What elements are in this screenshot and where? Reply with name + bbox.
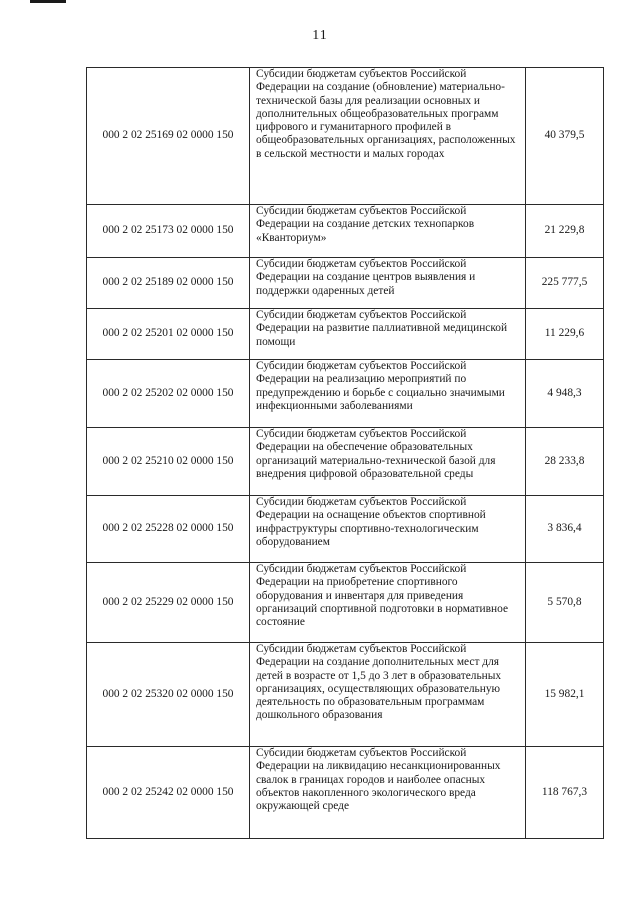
budget-code-cell: 000 2 02 25210 02 0000 150 xyxy=(87,428,250,496)
page-number: 11 xyxy=(312,28,328,43)
budget-code-cell: 000 2 02 25189 02 0000 150 xyxy=(87,258,250,309)
amount-cell: 40 379,5 xyxy=(526,68,604,205)
budget-code-cell: 000 2 02 25169 02 0000 150 xyxy=(87,68,250,205)
budget-code-cell: 000 2 02 25228 02 0000 150 xyxy=(87,496,250,563)
scan-edge-mark xyxy=(30,0,66,3)
table-row xyxy=(87,258,604,309)
amount-cell: 28 233,8 xyxy=(526,428,604,496)
table-row xyxy=(87,68,604,205)
budget-code-cell: 000 2 02 25173 02 0000 150 xyxy=(87,205,250,258)
amount-cell: 15 982,1 xyxy=(526,643,604,747)
description-cell: Субсидии бюджетам субъектов Российской Федерации на реализацию мероприятий по предупреждению и борьбе с социально значимыми инфекционными заболеваниями xyxy=(250,360,526,428)
table-row xyxy=(87,205,604,258)
description-cell: Субсидии бюджетам субъектов Российской Федерации на создание детских технопарков «Кванториум» xyxy=(250,205,526,258)
amount-cell: 118 767,3 xyxy=(526,747,604,839)
table-row xyxy=(87,360,604,428)
amount-cell: 225 777,5 xyxy=(526,258,604,309)
description-cell: Субсидии бюджетам субъектов Российской Федерации на создание центров выявления и поддержки одаренных детей xyxy=(250,258,526,309)
table-row xyxy=(87,428,604,496)
description-cell: Субсидии бюджетам субъектов Российской Федерации на создание дополнительных мест для детей в возрасте от 1,5 до 3 лет в образовательных организациях, осуществляющих образовательную деятельность по образовательным программам дошкольного образования xyxy=(250,643,526,747)
table-row xyxy=(87,643,604,747)
description-cell: Субсидии бюджетам субъектов Российской Федерации на развитие паллиативной медицинской помощи xyxy=(250,309,526,360)
amount-cell: 21 229,8 xyxy=(526,205,604,258)
amount-cell: 11 229,6 xyxy=(526,309,604,360)
table-row xyxy=(87,747,604,839)
budget-code-cell: 000 2 02 25201 02 0000 150 xyxy=(87,309,250,360)
budget-code-cell: 000 2 02 25229 02 0000 150 xyxy=(87,563,250,643)
budget-code-cell: 000 2 02 25320 02 0000 150 xyxy=(87,643,250,747)
amount-cell: 5 570,8 xyxy=(526,563,604,643)
amount-cell: 3 836,4 xyxy=(526,496,604,563)
description-cell: Субсидии бюджетам субъектов Российской Федерации на ликвидацию несанкционированных свалок в границах городов и наиболее опасных объектов накопленного экологического вреда окружающей среде xyxy=(250,747,526,839)
table-row xyxy=(87,563,604,643)
table-row xyxy=(87,309,604,360)
budget-subsidies-table xyxy=(86,67,604,839)
description-cell: Субсидии бюджетам субъектов Российской Федерации на приобретение спортивного оборудования и инвентаря для приведения организаций спортивной подготовки в нормативное состояние xyxy=(250,563,526,643)
description-cell: Субсидии бюджетам субъектов Российской Федерации на создание (обновление) материально-технической базы для реализации основных и дополнительных общеобразовательных программ цифрового и гуманитарного профилей в общеобразовательных организациях, расположенных в сельской местности и малых городах xyxy=(250,68,526,205)
table-row xyxy=(87,496,604,563)
budget-code-cell: 000 2 02 25202 02 0000 150 xyxy=(87,360,250,428)
description-cell: Субсидии бюджетам субъектов Российской Федерации на оснащение объектов спортивной инфраструктуры спортивно-технологическим оборудованием xyxy=(250,496,526,563)
budget-code-cell: 000 2 02 25242 02 0000 150 xyxy=(87,747,250,839)
amount-cell: 4 948,3 xyxy=(526,360,604,428)
description-cell: Субсидии бюджетам субъектов Российской Федерации на обеспечение образовательных организаций материально-технической базой для внедрения цифровой образовательной среды xyxy=(250,428,526,496)
